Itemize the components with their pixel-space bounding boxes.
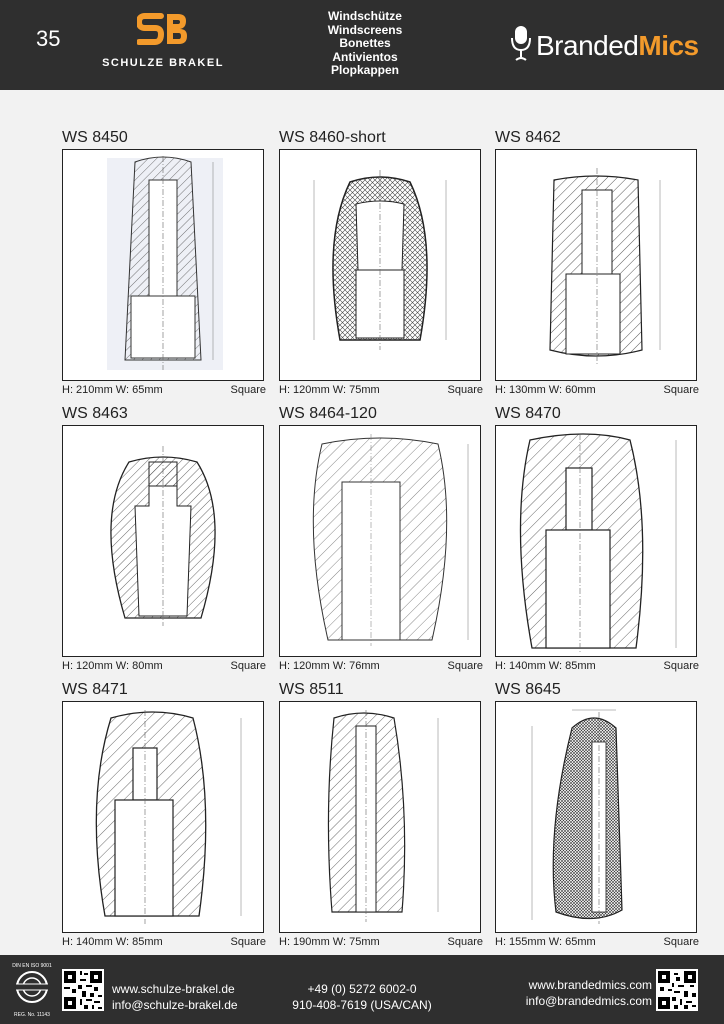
product-meta [495,936,699,948]
product-dimensions: H: 120mm W: 75mm [279,384,380,396]
product-shape: Square [230,936,266,948]
product-title: WS 8511 [279,681,344,698]
product-meta [62,384,266,396]
schulze-brakel-logo [98,12,228,78]
brandedmics-logo [510,24,699,68]
product-dimensions: H: 120mm W: 76mm [279,660,380,672]
product-title: WS 8460-short [279,129,386,146]
product-meta [62,936,266,948]
product-card [495,680,697,948]
product-dimensions: H: 155mm W: 65mm [495,936,596,948]
product-dimensions: H: 120mm W: 80mm [62,660,163,672]
page-number: 35 [36,26,61,51]
title-fr: Bonettes [339,36,391,50]
product-shape: Square [663,936,699,948]
schulze-brakel-website-link[interactable]: www.schulze-brakel.de [112,982,235,996]
product-drawing [279,425,481,657]
product-shape: Square [447,384,483,396]
product-card [62,680,264,948]
title-en: Windscreens [327,22,403,37]
product-drawing [62,149,264,381]
schulze-brakel-qr-code[interactable] [62,969,104,1011]
page-footer [0,955,724,1024]
product-meta [279,936,483,948]
product-shape: Square [230,384,266,396]
product-card [279,128,481,396]
product-dimensions: H: 130mm W: 60mm [495,384,596,396]
product-meta [279,660,483,672]
product-shape: Square [447,936,483,948]
product-drawing [495,149,697,381]
product-title: WS 8470 [495,405,561,422]
product-card [62,128,264,396]
iso-standard-label: DIN EN ISO 9001 [12,963,52,969]
product-card [495,128,697,396]
logo-text-mics: Mics [638,30,699,61]
product-drawing [62,425,264,657]
product-title: WS 8463 [62,405,128,422]
brandedmics-contact [510,977,652,1009]
brandedmics-qr-code[interactable] [656,969,698,1011]
product-title: WS 8645 [495,681,561,698]
product-card [495,404,697,672]
product-card [279,404,481,672]
phone-usa-canada[interactable]: 910-408-7619 (USA/CAN) [292,998,432,1012]
certification-seal-icon [12,969,52,1005]
product-meta [279,384,483,396]
product-title: WS 8464-120 [279,405,377,422]
title-de: Windschütze [328,9,402,23]
logo-text-branded: Branded [536,30,639,61]
product-title: WS 8450 [62,129,128,146]
product-dimensions: H: 210mm W: 65mm [62,384,163,396]
product-drawing [495,701,697,933]
product-shape: Square [447,660,483,672]
product-drawing [495,425,697,657]
microphone-icon [510,24,532,69]
title-nl: Plopkappen [330,63,399,77]
product-meta [495,384,699,396]
product-shape: Square [230,660,266,672]
iso-certification-badge [8,963,56,1019]
sb-logo-mark [137,12,189,46]
product-meta [62,660,266,672]
product-dimensions: H: 140mm W: 85mm [62,936,163,948]
product-shape: Square [663,660,699,672]
page-header [0,0,724,90]
product-title: WS 8462 [495,129,561,146]
product-meta [495,660,699,672]
title-es: Antivientos [332,49,398,64]
product-card [279,680,481,948]
product-card [62,404,264,672]
schulze-brakel-contact [112,981,238,1013]
product-drawing [62,701,264,933]
product-drawing [279,149,481,381]
product-dimensions: H: 190mm W: 75mm [279,936,380,948]
product-shape: Square [663,384,699,396]
brandedmics-website-link[interactable]: www.brandedmics.com [528,978,652,992]
brand-name: SCHULZE BRAKEL [102,57,224,69]
brandedmics-email-link[interactable]: info@brandedmics.com [525,994,652,1008]
header-titles [300,10,430,78]
product-dimensions: H: 140mm W: 85mm [495,660,596,672]
phone-contact [284,981,440,1013]
phone-germany[interactable]: +49 (0) 5272 6002-0 [307,982,417,996]
product-drawing [279,701,481,933]
schulze-brakel-email-link[interactable]: info@schulze-brakel.de [112,998,238,1012]
product-title: WS 8471 [62,681,128,698]
iso-registration-label: REG. No. 11143 [14,1012,50,1018]
